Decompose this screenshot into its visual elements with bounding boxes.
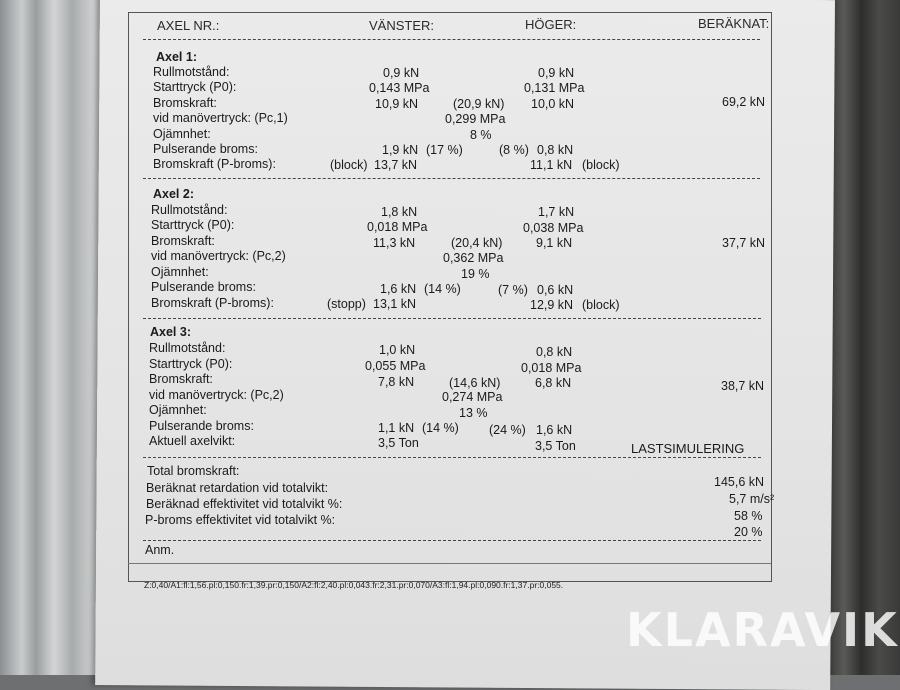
pulse-left-pct: (14 %) (422, 421, 459, 435)
axle-2-title: Axel 2: (153, 187, 194, 201)
pulse-right-pct: (8 %) (499, 143, 529, 157)
roll-left: 0,9 kN (383, 66, 420, 80)
label-brake: Bromskraft: (153, 96, 217, 110)
label-park: Bromskraft (P-broms): (153, 157, 276, 171)
pulse-left: 1,1 kN (378, 421, 415, 435)
weight-right: 3,5 Ton (535, 439, 576, 453)
load-simulation: LASTSIMULERING (631, 441, 745, 456)
pulse-right: 0,6 kN (537, 283, 574, 297)
roll-right: 0,8 kN (536, 345, 573, 359)
label-roll: Rullmotstånd: (153, 65, 230, 79)
pulse-right-pct: (7 %) (498, 283, 528, 297)
uneven-value: 13 % (459, 406, 488, 420)
brake-calc: 37,7 kN (722, 236, 766, 250)
klaravik-watermark: KLARAVIK (626, 603, 899, 657)
roll-left: 1,8 kN (381, 205, 418, 219)
roll-left: 1,0 kN (379, 343, 416, 357)
park-left: 13,1 kN (373, 297, 417, 311)
pulse-right-pct: (24 %) (489, 423, 526, 437)
brake-left: 11,3 kN (373, 236, 416, 250)
header-axel: AXEL NR.: (157, 18, 220, 33)
roll-right: 1,7 kN (538, 205, 575, 219)
footer-code: Z:0,40/A1:fl:1,56.pl:0,150.fr:1,39.pr:0,150/A2:fl:2,40.pl:0,043.fr:2,31.pr:0,070/A3:fl:1,94.pl:0,090.fr:1,37.pr:0,055. (144, 580, 564, 590)
divider (143, 457, 761, 458)
brake-sum: (20,4 kN) (451, 236, 503, 250)
brake-right: 10,0 kN (531, 97, 575, 111)
park-left: 13,7 kN (374, 158, 418, 172)
label-pulse: Pulserande broms: (151, 280, 256, 294)
axle-3-title: Axel 3: (150, 325, 191, 339)
pulse-left: 1,9 kN (382, 143, 419, 157)
pulse-left: 1,6 kN (380, 282, 417, 296)
start-left: 0,143 MPa (369, 81, 430, 95)
brake-left: 10,9 kN (375, 97, 419, 111)
label-brake: Bromskraft: (149, 372, 213, 386)
pulse-left-pct: (14 %) (424, 282, 461, 296)
uneven-value: 19 % (461, 267, 490, 281)
pc-value: 0,274 MPa (442, 390, 503, 404)
brake-right: 9,1 kN (536, 236, 573, 250)
label-pulse: Pulserande broms: (153, 142, 258, 156)
total-brake-value: 145,6 kN (714, 475, 765, 489)
park-right-note: (block) (582, 158, 620, 172)
label-pc: vid manövertryck: (Pc,1) (153, 111, 288, 125)
brake-sum: (14,6 kN) (449, 376, 501, 390)
label-weight: Aktuell axelvikt: (149, 434, 236, 448)
label-pulse: Pulserande broms: (149, 419, 254, 433)
label-uneven: Ojämnhet: (149, 403, 207, 417)
roll-right: 0,9 kN (538, 66, 575, 80)
divider (143, 540, 761, 541)
divider (143, 318, 761, 319)
brake-right: 6,8 kN (535, 376, 572, 390)
park-right: 12,9 kN (530, 298, 574, 312)
start-right: 0,038 MPa (523, 221, 584, 235)
brake-left: 7,8 kN (378, 375, 415, 389)
pc-value: 0,362 MPa (443, 251, 504, 265)
retardation-value: 5,7 m/s² (729, 492, 775, 506)
brake-calc: 38,7 kN (721, 379, 765, 393)
efficiency-value: 58 % (734, 509, 763, 523)
label-start: Starttryck (P0): (153, 80, 237, 94)
divider (143, 39, 760, 40)
label-uneven: Ojämnhet: (153, 127, 211, 141)
park-right: 11,1 kN (530, 158, 573, 172)
header-left: VÄNSTER: (369, 18, 435, 33)
uneven-value: 8 % (470, 128, 492, 142)
label-pc: vid manövertryck: (Pc,2) (149, 388, 284, 402)
header-calc: BERÄKNAT: (698, 16, 770, 31)
label-roll: Rullmotstånd: (151, 203, 228, 217)
start-right: 0,018 MPa (521, 361, 582, 375)
brake-calc: 69,2 kN (722, 95, 766, 109)
park-efficiency-label: P-broms effektivitet vid totalvikt %: (145, 513, 336, 527)
label-pc: vid manövertryck: (Pc,2) (151, 249, 286, 263)
label-uneven: Ojämnhet: (151, 265, 209, 279)
weight-left: 3,5 Ton (378, 436, 419, 450)
efficiency-label: Beräknad effektivitet vid totalvikt %: (146, 497, 343, 511)
park-efficiency-value: 20 % (734, 525, 763, 539)
start-left: 0,055 MPa (365, 359, 426, 373)
header-right: HÖGER: (525, 17, 577, 32)
pulse-right: 0,8 kN (537, 143, 574, 157)
divider (128, 563, 771, 564)
park-left-note: (stopp) (327, 297, 366, 311)
pulse-left-pct: (17 %) (426, 143, 463, 157)
label-brake: Bromskraft: (151, 234, 215, 248)
total-brake-label: Total bromskraft: (147, 464, 240, 478)
pc-value: 0,299 MPa (445, 112, 506, 126)
axle-1-title: Axel 1: (156, 50, 197, 64)
remark-label: Anm. (145, 543, 175, 557)
label-park: Bromskraft (P-broms): (151, 296, 274, 310)
park-right-note: (block) (582, 298, 620, 312)
label-start: Starttryck (P0): (149, 357, 233, 371)
metal-background-right (830, 0, 900, 675)
pulse-right: 1,6 kN (536, 423, 573, 437)
start-left: 0,018 MPa (367, 220, 428, 234)
divider (143, 178, 760, 179)
label-roll: Rullmotstånd: (149, 341, 226, 355)
park-left-note: (block) (330, 158, 368, 172)
brake-sum: (20,9 kN) (453, 97, 505, 111)
start-right: 0,131 MPa (524, 81, 585, 95)
label-start: Starttryck (P0): (151, 218, 235, 232)
retardation-label: Beräknat retardation vid totalvikt: (146, 481, 329, 495)
